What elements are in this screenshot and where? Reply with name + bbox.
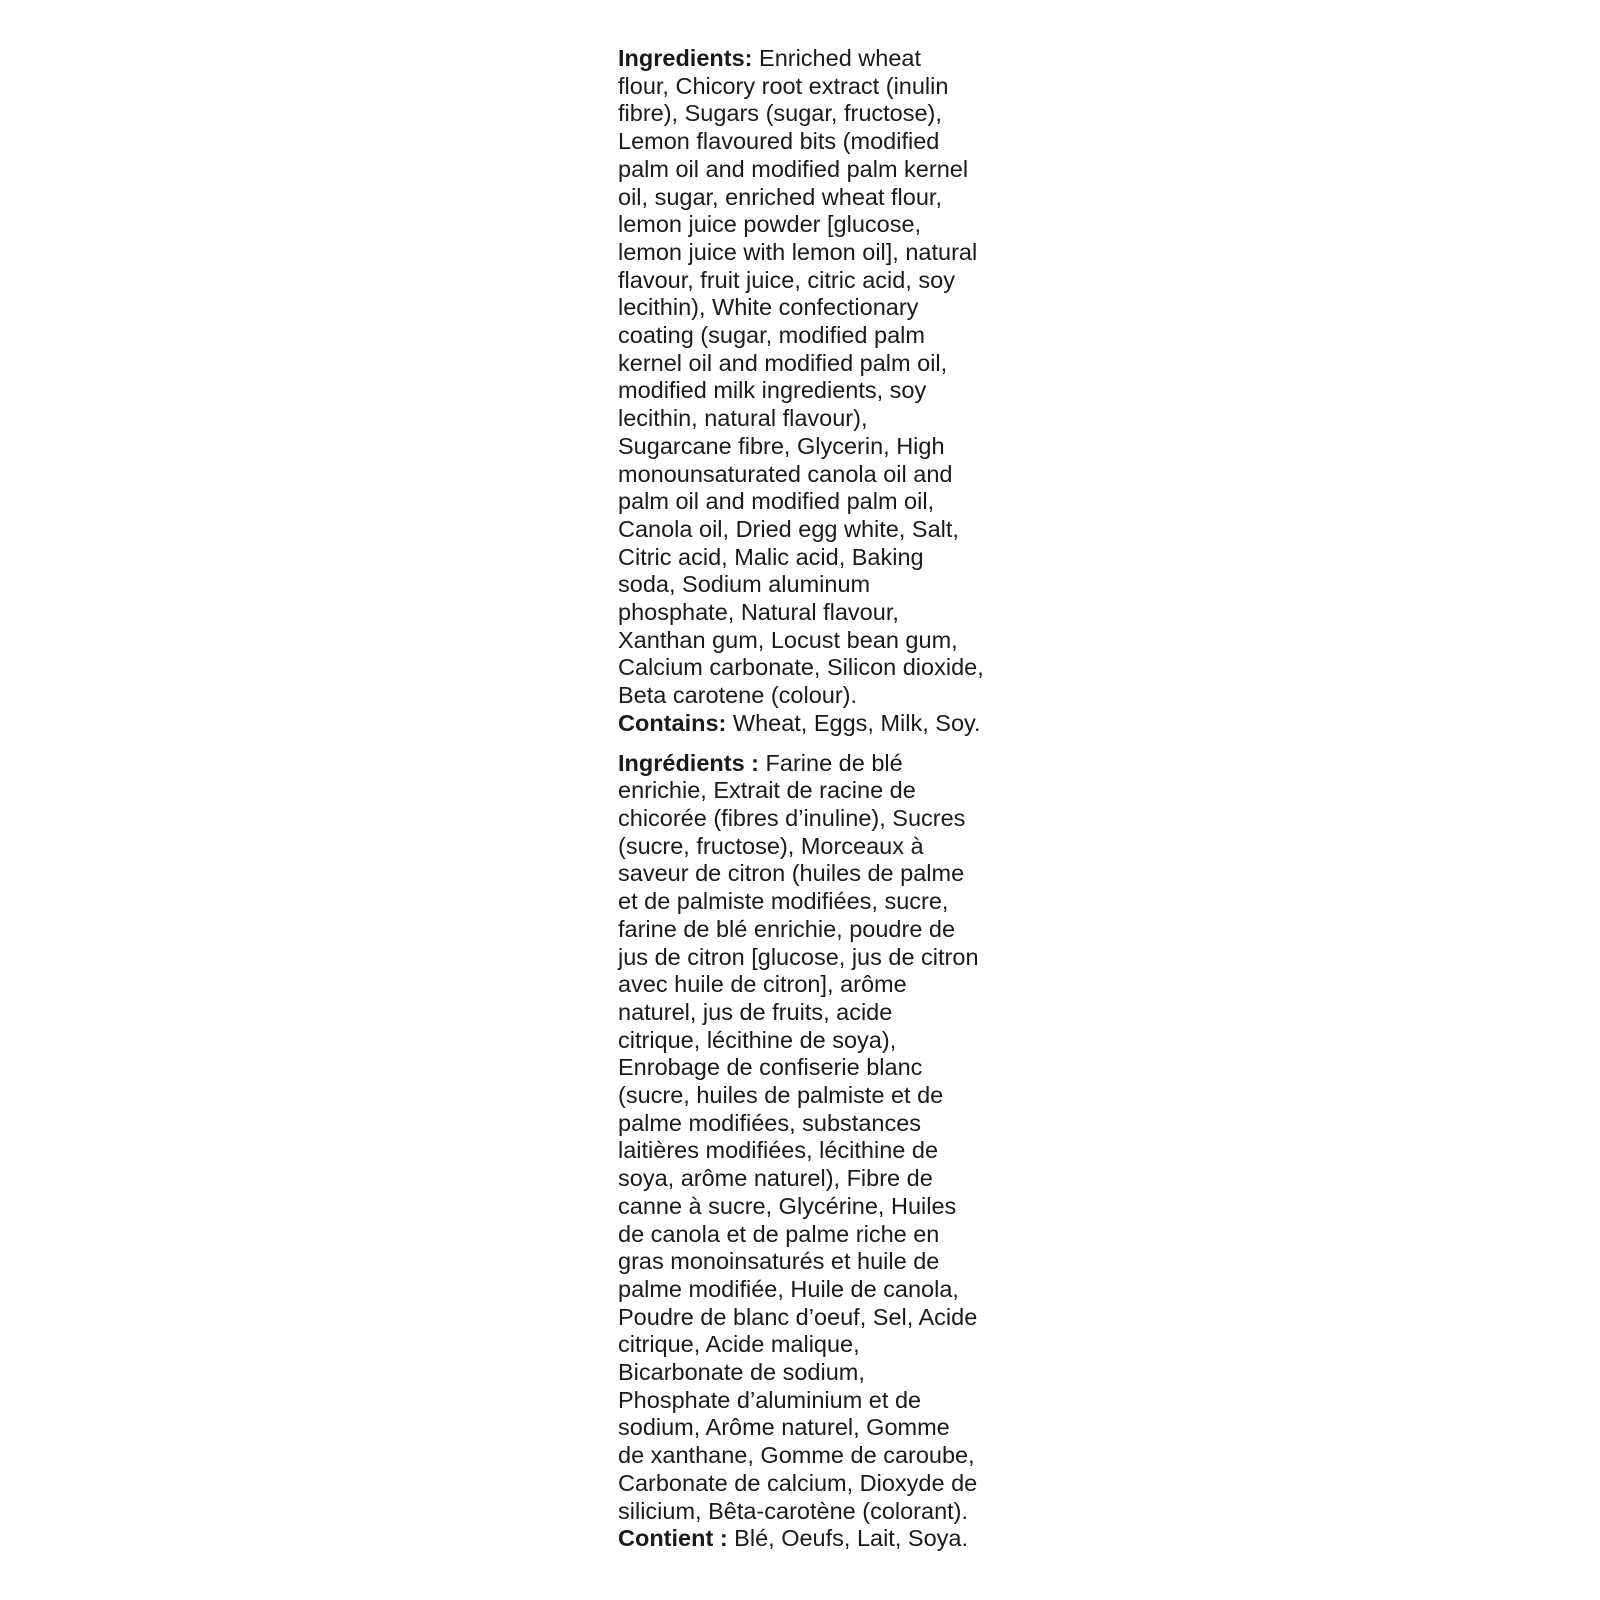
french-ingredients-line: Enrobage de confiserie blanc: [618, 1054, 923, 1081]
english-ingredients-line: Enriched wheat: [752, 45, 922, 71]
french-ingredients-line: soya, arôme naturel), Fibre de: [618, 1165, 933, 1192]
french-ingredients-line: canne à sucre, Glycérine, Huiles: [618, 1192, 957, 1219]
english-contains-line: [618, 710, 998, 738]
french-ingredients-line: Bicarbonate de sodium,: [618, 1359, 865, 1386]
english-ingredients-line: lecithin, natural flavour),: [618, 405, 868, 432]
english-ingredients-line: flavour, fruit juice, citric acid, soy: [618, 266, 955, 293]
english-ingredients-line: monounsaturated canola oil and: [618, 460, 953, 487]
french-ingredients-line: Carbonate de calcium, Dioxyde de: [618, 1469, 978, 1496]
french-ingredients-line: jus de citron [glucose, jus de citron: [618, 943, 979, 970]
french-ingredients-line: gras monoinsaturés et huile de: [618, 1248, 940, 1275]
french-ingredients-line: palme modifiées, substances: [618, 1109, 922, 1136]
french-ingredients-line: Phosphate d’aluminium et de: [618, 1386, 922, 1413]
french-ingredients-line: naturel, jus de fruits, acide: [618, 998, 893, 1025]
french-ingredients-line: Farine de blé: [759, 749, 903, 776]
english-ingredients-line: palm oil and modified palm oil,: [618, 488, 935, 515]
ingredients-panel: [618, 45, 998, 1553]
french-ingredients-line: silicium, Bêta-carotène (colorant).: [618, 1497, 969, 1524]
english-ingredients-line: flour, Chicory root extract (inulin: [618, 72, 949, 99]
english-ingredients-line: soda, Sodium aluminum: [618, 571, 871, 598]
french-ingredients-line: saveur de citron (huiles de palme: [618, 860, 965, 887]
english-contains-text: Wheat, Eggs, Milk, Soy.: [726, 709, 981, 736]
english-ingredients-line: phosphate, Natural flavour,: [618, 599, 899, 626]
french-ingredients-block: [618, 750, 998, 1553]
french-contains-line: [618, 1525, 998, 1553]
english-ingredients-line: oil, sugar, enriched wheat flour,: [618, 183, 942, 210]
english-ingredients-line: Citric acid, Malic acid, Baking: [618, 543, 924, 570]
english-ingredients-line: Canola oil, Dried egg white, Salt,: [618, 515, 959, 542]
english-ingredients-line: coating (sugar, modified palm: [618, 322, 925, 349]
french-ingredients-line: citrique, lécithine de soya),: [618, 1026, 897, 1053]
english-ingredients-line: lemon juice with lemon oil], natural: [618, 238, 978, 265]
french-ingredients-line: chicorée (fibres d’inuline), Sucres: [618, 804, 966, 831]
french-ingredients-line: enrichie, Extrait de racine de: [618, 777, 916, 804]
english-ingredients-line: fibre), Sugars (sugar, fructose),: [618, 100, 942, 127]
french-ingredients-line: Poudre de blanc d’oeuf, Sel, Acide: [618, 1303, 978, 1330]
english-first-line: [618, 45, 998, 73]
french-ingredients-label: Ingrédients :: [618, 749, 760, 776]
english-ingredients-line: lecithin), White confectionary: [618, 294, 919, 321]
french-ingredients-line: de canola et de palme riche en: [618, 1220, 940, 1247]
english-ingredients-block: [618, 45, 998, 738]
english-ingredients-line: lemon juice powder [glucose,: [618, 211, 922, 238]
french-contains-text: Blé, Oeufs, Lait, Soya.: [727, 1525, 968, 1552]
french-ingredients-line: (sucre, huiles de palmiste et de: [618, 1082, 944, 1109]
english-contains-label: Contains:: [618, 709, 727, 736]
english-ingredients-line: Lemon flavoured bits (modified: [618, 128, 940, 155]
english-ingredients-label: Ingredients:: [618, 45, 753, 71]
french-ingredients-line: de xanthane, Gomme de caroube,: [618, 1442, 975, 1469]
french-ingredients-line: sodium, Arôme naturel, Gomme: [618, 1414, 950, 1441]
english-ingredients-line: Beta carotene (colour).: [618, 682, 858, 709]
english-ingredients-line: palm oil and modified palm kernel: [618, 155, 969, 182]
french-contains-label: Contient :: [618, 1525, 728, 1552]
english-ingredients-line: kernel oil and modified palm oil,: [618, 349, 948, 376]
french-ingredients-line: farine de blé enrichie, poudre de: [618, 915, 956, 942]
english-ingredients-line: Xanthan gum, Locust bean gum,: [618, 626, 958, 653]
french-ingredients-line: laitières modifiées, lécithine de: [618, 1137, 939, 1164]
english-ingredients-line: Calcium carbonate, Silicon dioxide,: [618, 654, 984, 681]
french-ingredients-line: palme modifiée, Huile de canola,: [618, 1275, 959, 1302]
french-ingredients-line: citrique, Acide malique,: [618, 1331, 860, 1358]
french-ingredients-line: (sucre, fructose), Morceaux à: [618, 832, 924, 859]
english-ingredients-line: modified milk ingredients, soy: [618, 377, 927, 404]
english-ingredients-line: Sugarcane fibre, Glycerin, High: [618, 432, 945, 459]
french-ingredients-line: et de palmiste modifiées, sucre,: [618, 888, 949, 915]
french-first-line: [618, 750, 998, 778]
french-ingredients-line: avec huile de citron], arôme: [618, 971, 907, 998]
